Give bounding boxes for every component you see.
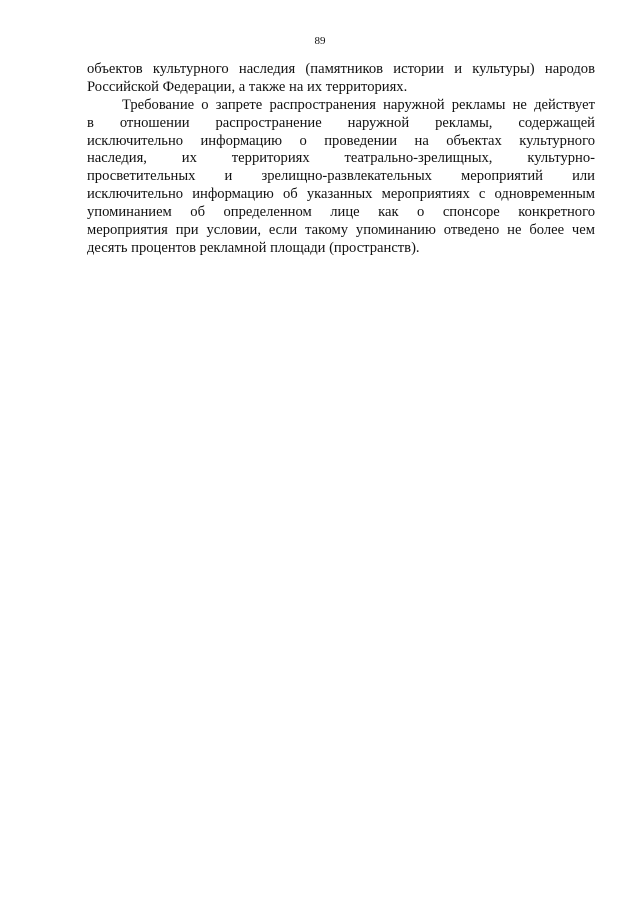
paragraph-2-line-5: просветительных и зрелищно-развлекательных мероприятий или [87,168,595,185]
paragraph-1 [87,61,595,97]
document-body [87,61,595,258]
paragraph-2-line-6: исключительно информацию об указанных мероприятиях с одновременным [87,186,595,203]
paragraph-2-line-3: исключительно информацию о проведении на объектах культурного [87,132,595,149]
paragraph-2-line-2: в отношении распространение наружной рекламы, содержащей [87,114,595,131]
paragraph-2 [87,97,595,258]
paragraph-2-line-4: наследия, их территориях театрально-зрелищных, культурно- [87,150,595,167]
paragraph-2-line-9: десять процентов рекламной площади (пространств). [87,239,420,256]
paragraph-2-line-7: упоминанием об определенном лице как о спонсоре конкретного [87,204,595,221]
page-number: 89 [314,35,326,47]
paragraph-2-line-1: Требование о запрете распространения наружной рекламы не действует [122,96,595,113]
paragraph-2-line-8: мероприятия при условии, если такому упоминанию отведено не более чем [87,222,595,239]
paragraph-1-line-1: объектов культурного наследия (памятников истории и культуры) народов [87,61,595,77]
paragraph-1-line-2: Российской Федерации, а также на их территориях. [87,78,408,95]
